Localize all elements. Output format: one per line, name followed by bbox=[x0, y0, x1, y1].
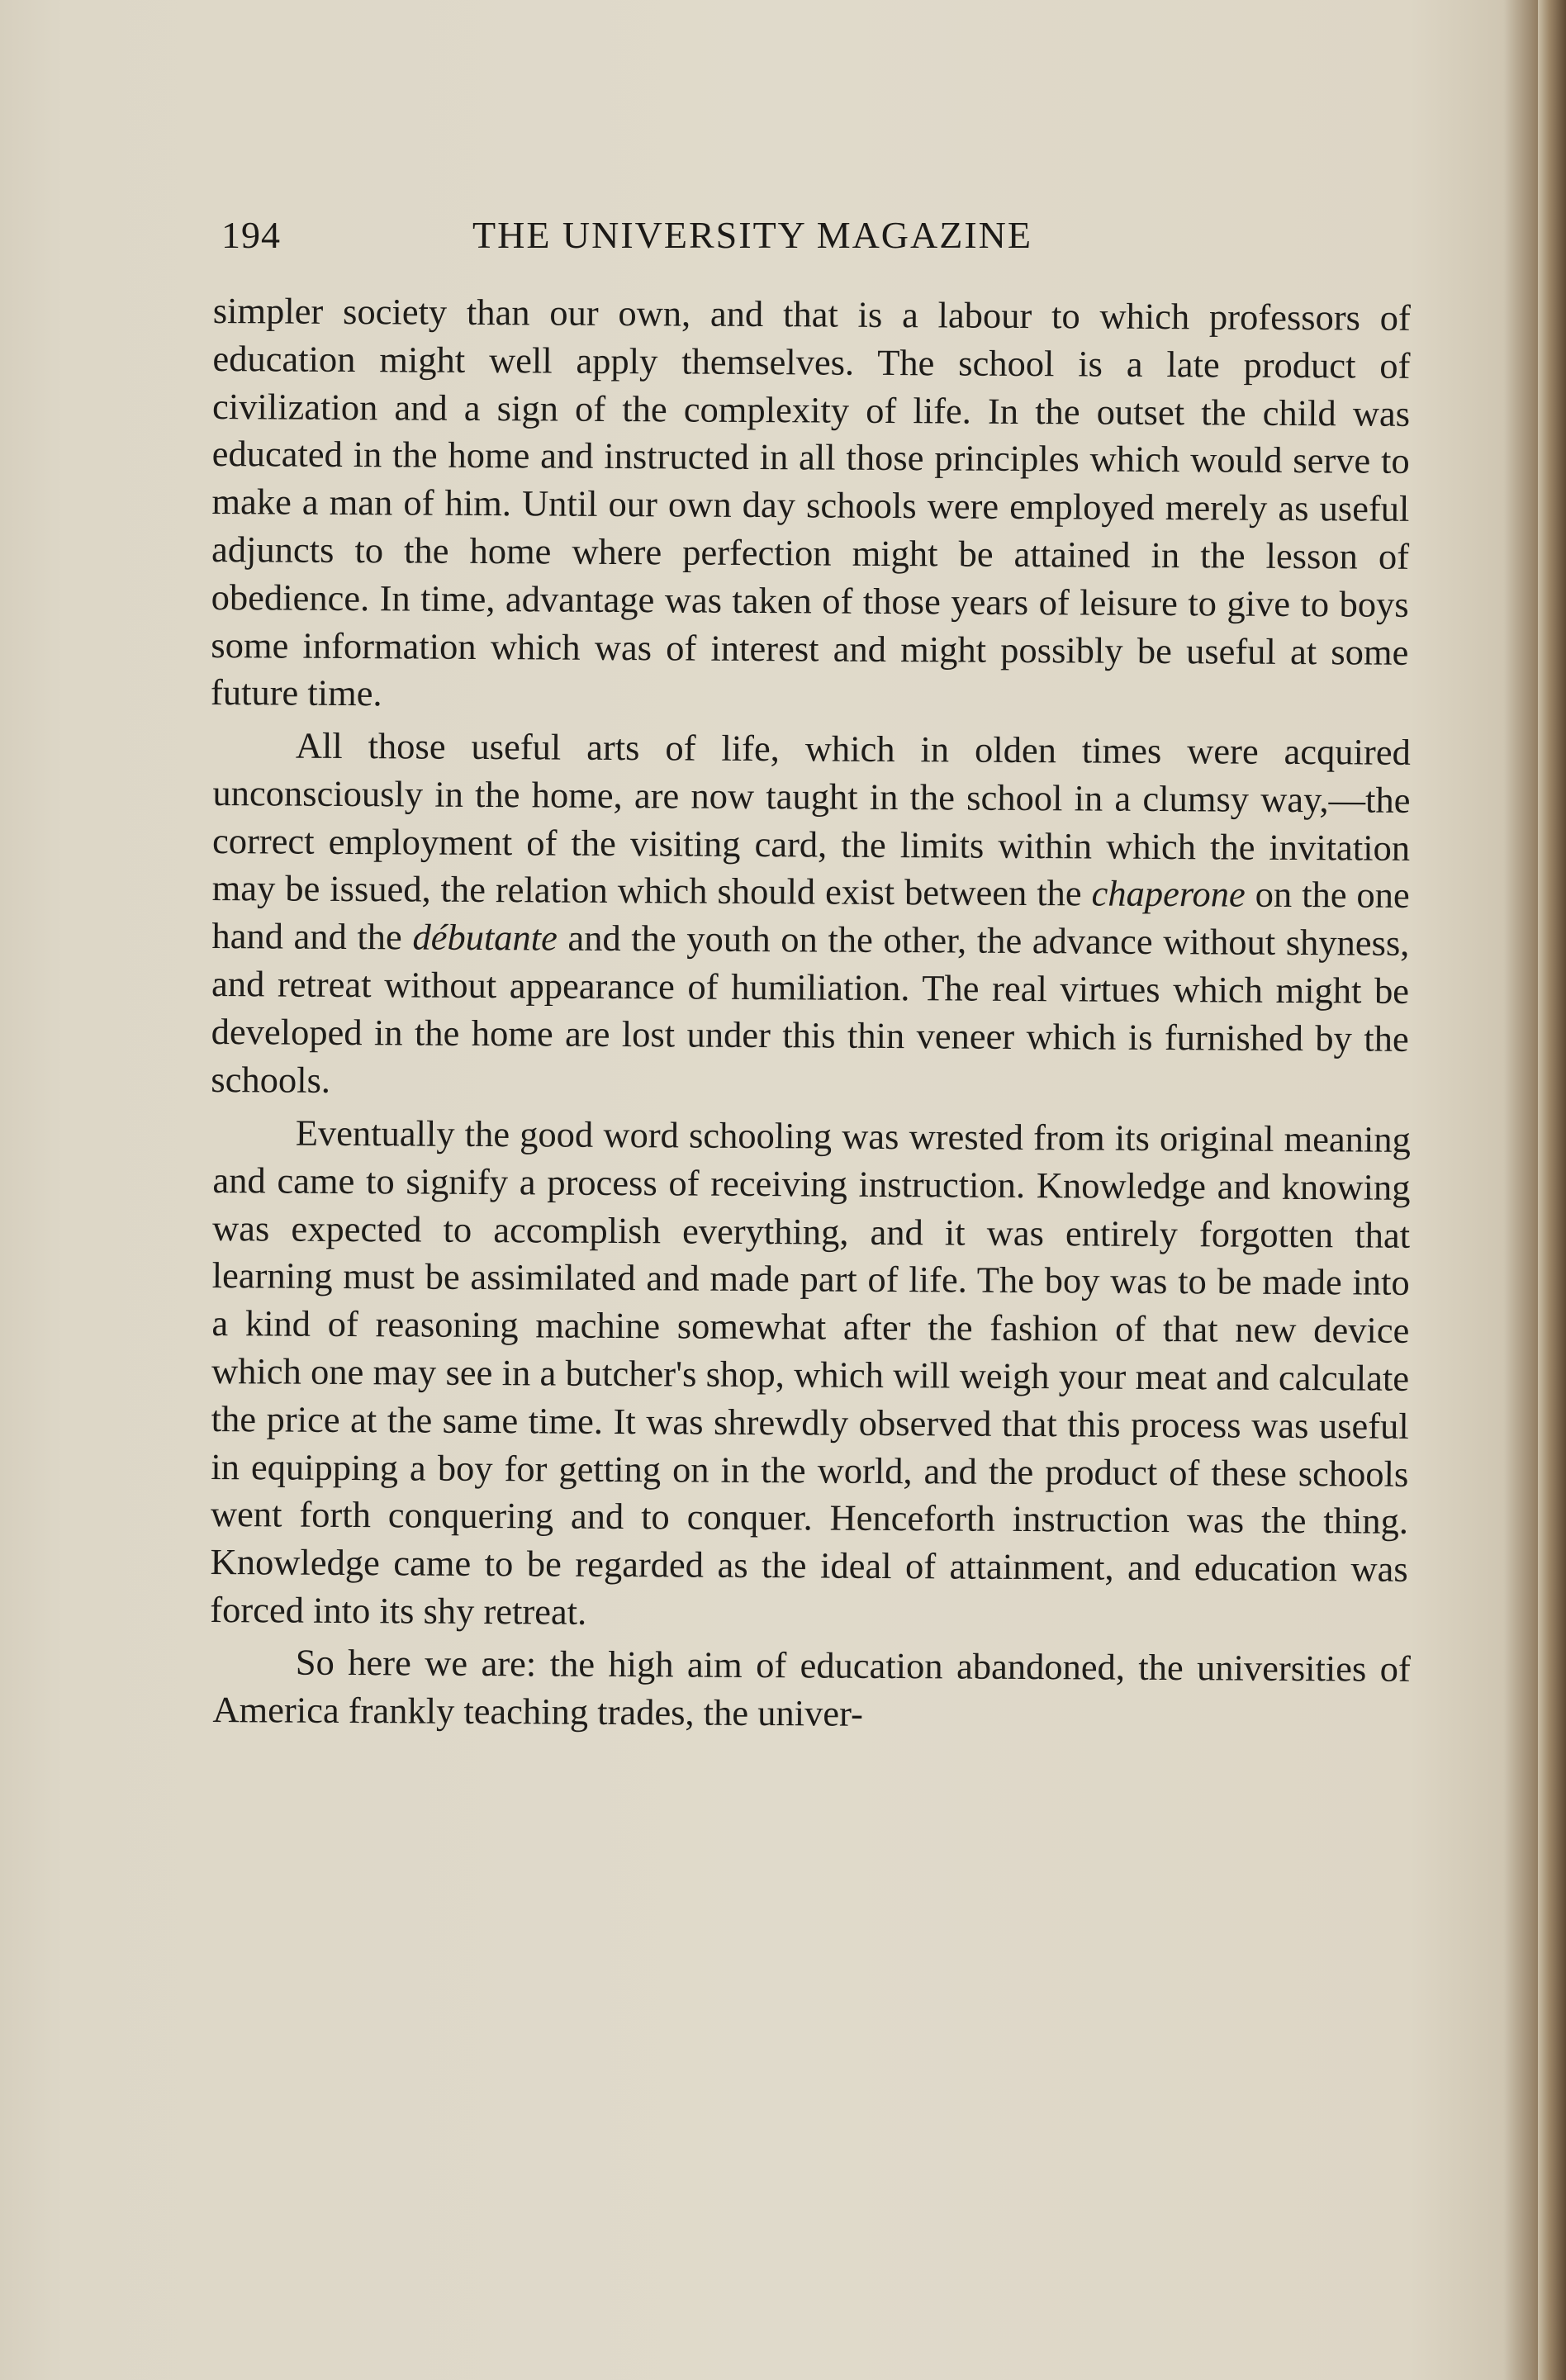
paragraph-3: Eventually the good word schooling was wrested from its original meaning and came to signify a process of receiving instruction. Knowledge and knowing was expected to accomplish everything, and it was entirely forgotten that learning must be assimilated and made part of life. The boy was to be made into a kind of reasoning machine somewhat after the fashion of that new device which one may see in a butcher's shop, which will weigh your meat and calculate the price at the same time. It was shrewdly observed that this process was useful in equipping a boy for getting on in the world, and the product of these schools went forth conquering and to conquer. Henceforth instruction was the thing. Knowledge came to be regarded as the ideal of attainment, and education was forced into its shy retreat. bbox=[210, 1112, 1411, 1633]
running-title: THE UNIVERSITY MAGAZINE bbox=[472, 214, 1032, 256]
page-number: 194 bbox=[221, 214, 281, 256]
paragraph-2 bbox=[211, 722, 1411, 1111]
paragraph-2-part-1: All those useful arts of life, which in olden times were acquired unconsciously in the home, are now taught in the school in a clumsy way,—the correct employment of the visiting card, the limits within which the invitation may be issued, the relation which should exist between the bbox=[211, 724, 1411, 915]
running-header bbox=[221, 213, 1130, 263]
page-edge-shadow bbox=[1538, 0, 1566, 2380]
paragraph-4: So here we are: the high aim of education abandoned, the universities of America frankly teaching trades, the univer- bbox=[212, 1641, 1411, 1734]
italic-chaperone: chaperone bbox=[1091, 873, 1246, 916]
paragraph-2-part-2: on the one hand and the bbox=[211, 874, 1410, 958]
paragraph-2-part-3: and the youth on the other, the advance without shyness, and retreat without appearance of humiliation. The real virtues which might be developed in the home are lost under this thin veneer which is furnished by the schools. bbox=[211, 917, 1410, 1101]
paragraph-1: simpler society than our own, and that is a labour to which professors of education might well apply themselves. The school is a late product of civilization and a sign of the complexity of life. In the outset the child was educated in the home and instructed in all those principles which would serve to make a man of him. Until our own day schools were employed merely as useful adjuncts to the home where perfection might be attained in the lesson of obedience. In time, advantage was taken of those years of leisure to give to boys some information which was of interest and might possibly be useful at some future time. bbox=[210, 289, 1411, 714]
body-text bbox=[210, 287, 1411, 1739]
italic-debutante: débutante bbox=[412, 916, 558, 959]
